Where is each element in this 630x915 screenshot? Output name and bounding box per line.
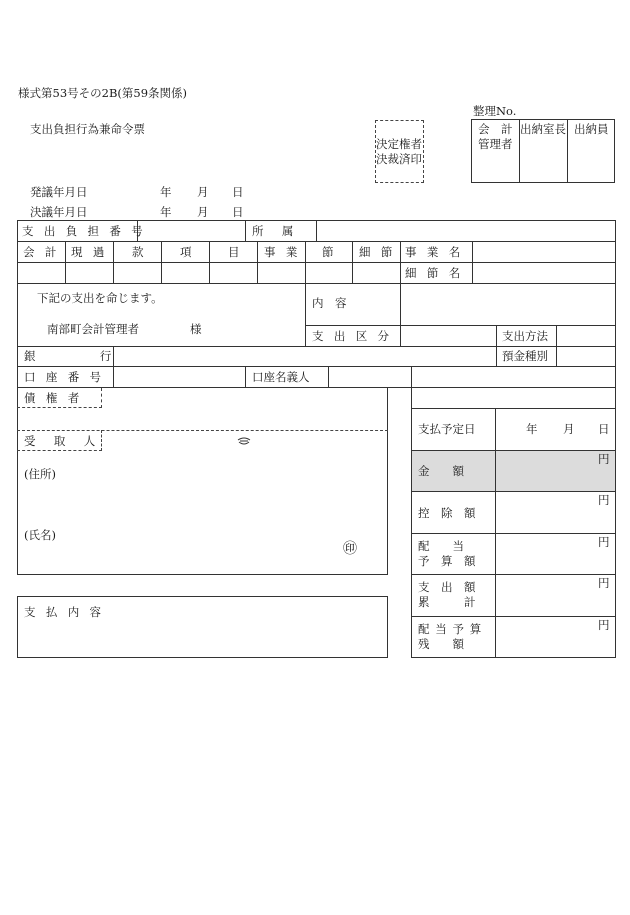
recipient-label: 受取人	[24, 434, 114, 448]
setsu-label: 節	[322, 245, 334, 259]
bank-text: 銀 行	[24, 349, 126, 363]
name-field[interactable]	[103, 515, 333, 565]
approved-seal-label: 決裁済印	[376, 152, 422, 166]
approval-accountant-label-2: 管理者	[478, 137, 513, 151]
saisetsu-name-label: 細節名	[405, 266, 471, 280]
saisetsu-label: 細節	[359, 245, 403, 259]
proposal-date-label: 発議年月日	[30, 185, 88, 199]
deduction-label: 控 除 額	[418, 506, 476, 520]
moku-label: 目	[228, 245, 240, 259]
affiliation-field[interactable]	[317, 221, 615, 241]
proposal-day: 日	[232, 185, 244, 199]
approval-treasurer-label: 出納員	[574, 122, 609, 136]
decision-year: 年	[160, 205, 172, 219]
creditor-label: 債権者	[24, 391, 90, 405]
kan-label: 款	[132, 245, 144, 259]
form-title: 支出負担行為兼命令票	[30, 122, 145, 136]
payment-method-label: 支出方法	[502, 329, 548, 343]
amount-field[interactable]	[497, 466, 593, 488]
deduction-yen: 円	[598, 493, 610, 507]
account-label: 会計	[23, 245, 67, 259]
decision-day: 日	[232, 205, 244, 219]
budget-balance-label-2: 残 額	[418, 637, 464, 651]
deposit-type-label: 預金種別	[502, 349, 548, 363]
cumulative-expense-label-2: 累 計	[418, 595, 476, 609]
approval-treasury-chief-label: 出納室長	[520, 122, 566, 136]
allocated-budget-label-2: 予 算 額	[418, 554, 476, 568]
address-field[interactable]	[103, 452, 383, 512]
decision-date-label: 決議年月日	[30, 205, 88, 219]
payment-content-label: 支払内容	[24, 605, 112, 619]
scheduled-month: 月	[563, 422, 575, 436]
cumulative-expense-yen: 円	[598, 576, 610, 590]
addressee-honorific: 様	[190, 322, 202, 336]
kou-label: 項	[180, 245, 192, 259]
authority-label: 決定権者	[376, 137, 422, 151]
amount-yen: 円	[598, 452, 610, 466]
order-text: 下記の支出を命じます。	[37, 291, 163, 305]
proposal-month: 月	[197, 185, 209, 199]
project-name-label: 事業名	[405, 245, 471, 259]
scheduled-year: 年	[526, 422, 538, 436]
current-prior-label: 現過	[71, 245, 115, 259]
allocated-budget-yen: 円	[598, 535, 610, 549]
cumulative-expense-label: 支 出 額	[418, 580, 476, 594]
affiliation-text: 所属	[252, 224, 312, 238]
form-number: 様式第53号その2B(第59条関係)	[18, 86, 188, 100]
amount-label: 金 額	[418, 464, 464, 478]
budget-balance-yen: 円	[598, 618, 610, 632]
reference-number-label: 整理No.	[473, 104, 517, 118]
allocated-budget-label: 配 当	[418, 539, 464, 553]
seal-icon: ㊞	[343, 541, 357, 557]
content-label: 内 容	[312, 296, 347, 310]
scheduled-date-label: 支払予定日	[418, 422, 476, 436]
address-label: (住所)	[24, 467, 56, 481]
account-number-label: 口座番号	[24, 370, 112, 384]
burden-number-label: 支出負担番号	[22, 224, 154, 238]
bank-label	[24, 349, 125, 363]
affiliation-label	[252, 224, 312, 238]
scheduled-day: 日	[598, 422, 610, 436]
budget-balance-label: 配当予算	[418, 622, 487, 636]
approval-accountant-label: 会 計	[478, 122, 513, 136]
proposal-year: 年	[160, 185, 172, 199]
decision-month: 月	[197, 205, 209, 219]
recipient-seal-icon	[237, 436, 251, 448]
name-label: (氏名)	[24, 528, 56, 542]
addressee: 南部町会計管理者	[47, 322, 139, 336]
project-label: 事業	[264, 245, 308, 259]
expense-category-label: 支出区分	[312, 329, 400, 343]
account-holder-label: 口座名義人	[252, 370, 310, 384]
